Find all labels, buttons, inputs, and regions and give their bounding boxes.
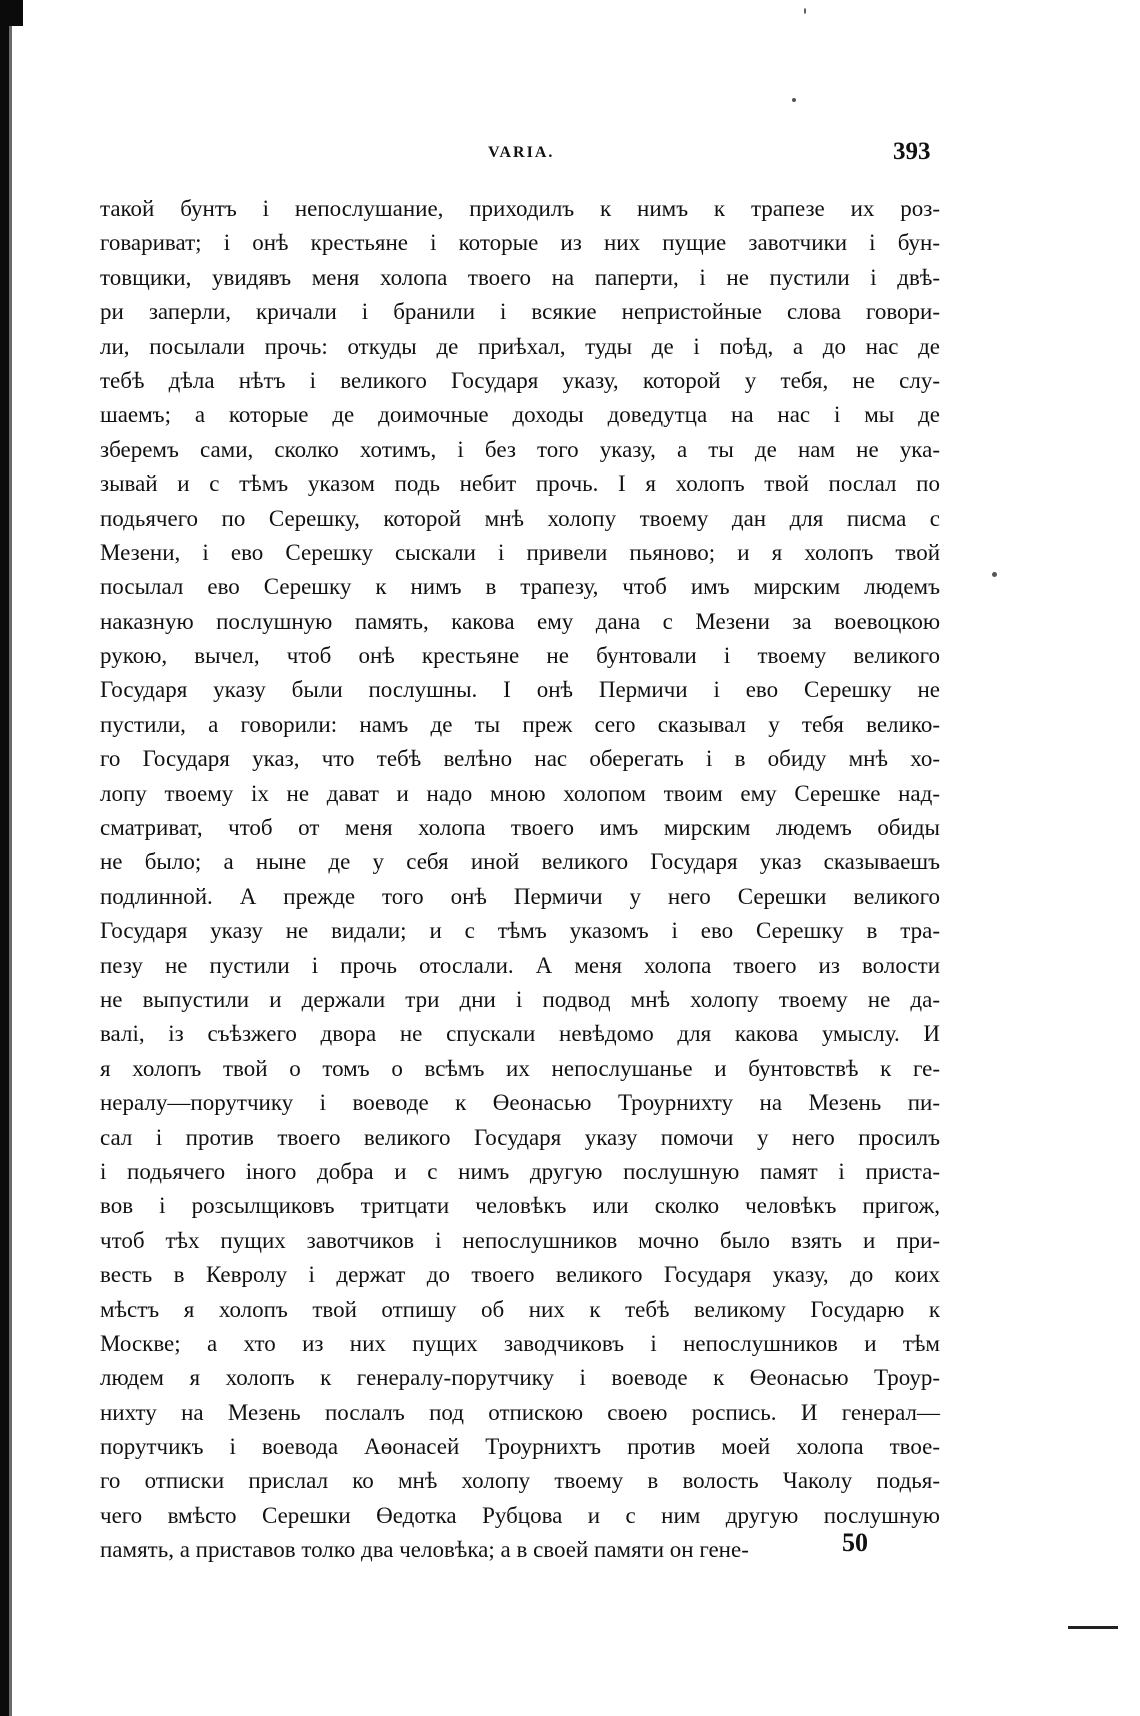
text-line: валі, із съѣзжего двора не спускали невѣдомо для какова умыслу. И — [100, 1021, 940, 1047]
running-title: VARIA. — [488, 144, 555, 161]
text-line: не выпустили и держали три дни і подвод мнѣ холопу твоему не да- — [100, 986, 940, 1012]
text-line: і подьячего іного добра и с нимъ другую послушную памят і приста- — [100, 1158, 940, 1184]
text-line: чего вмѣсто Серешки Өедотка Рубцова и с ним другую послушную — [100, 1502, 940, 1528]
text-line: порутчикъ і воевода Аөонасей Троурнихтъ против моей холопа твое- — [100, 1434, 940, 1460]
text-line: подьячего по Серешку, которой мнѣ холопу твоему дан для писма с — [100, 505, 940, 531]
text-line: подлинной. А прежде того онѣ Пермичи у него Серешки великого — [100, 883, 940, 909]
binding-edge-notch — [9, 0, 23, 26]
text-line: сал і против твоего великого Государя указу помочи у него просилъ — [100, 1124, 940, 1150]
text-line: пезу не пустили і прочь отослали. А меня холопа твоего из волости — [100, 952, 940, 978]
text-line: пустили, а говорили: намъ де ты преж сего сказывал у тебя велико- — [100, 711, 940, 737]
text-line: посылал ево Серешку к нимъ в трапезу, чтоб имъ мирским людемъ — [100, 574, 940, 600]
text-line: весть в Кевролу і держат до твоего великого Государя указу, до коих — [100, 1262, 940, 1288]
text-line: зберемъ сами, сколко хотимъ, і без того указу, а ты де нам не ука- — [100, 436, 940, 462]
binding-edge-shadow — [9, 26, 12, 1716]
text-line: ли, посылали прочь: откуды де приѣхал, туды де і поѣд, а до нас де — [100, 333, 940, 359]
margin-mark — [1068, 1626, 1118, 1629]
text-line: не было; а ныне де у себя иной великого Государя указ сказываешъ — [100, 849, 940, 875]
text-line: шаемъ; а которые де доимочные доходы доведутца на нас і мы де — [100, 402, 940, 428]
text-line: говариват; і онѣ крестьяне і которые из них пущие завотчики і бун- — [100, 230, 940, 256]
text-line: такой бунтъ і непослушание, приходилъ к нимъ к трапезе их роз- — [100, 196, 940, 221]
page-number: 393 — [893, 138, 931, 165]
text-line: сматриват, чтоб от меня холопа твоего имъ мирским людемъ обиды — [100, 815, 940, 841]
text-line: товщики, увидявъ меня холопа твоего на паперти, і не пустили і двѣ- — [100, 264, 940, 290]
text-line: лопу твоему іх не дават и надо мною холопом твоим ему Серешке над- — [100, 780, 940, 806]
text-line: ри заперли, кричали і бранили і всякие непристойные слова говори- — [100, 299, 940, 325]
scan-speck — [992, 572, 997, 577]
body-text — [100, 192, 940, 1568]
text-line: мѣстъ я холопъ твой отпишу об них к тебѣ великому Государю к — [100, 1296, 940, 1322]
binding-edge — [0, 0, 9, 1716]
text-line: рукою, вычел, чтоб онѣ крестьяне не бунтовали і твоему великого — [100, 643, 940, 669]
text-line: тебѣ дѣла нѣтъ і великого Государя указу, которой у тебя, не слу- — [100, 367, 940, 393]
text-line: нералу—порутчику і воеводе к Өеонасью Троурнихту на Мезень пи- — [100, 1090, 940, 1116]
signature-mark: 50 — [842, 1528, 868, 1557]
text-line: зывай и с тѣмъ указом подь небит прочь. І я холопъ твой послал по — [100, 471, 940, 497]
text-line: память, а приставов толко два человѣка; а в своей памяти он гене- — [100, 1537, 749, 1563]
text-line: го отписки прислал ко мнѣ холопу твоему в волость Чаколу подья- — [100, 1468, 940, 1494]
text-line: Государя указу были послушны. І онѣ Пермичи і ево Серешку не — [100, 677, 940, 703]
text-line: вов і розсылщиковъ тритцати человѣкъ или сколко человѣкъ пригож, — [100, 1193, 940, 1219]
text-line: Мезени, і ево Серешку сыскали і привели пьяново; и я холопъ твой — [100, 539, 940, 565]
text-line: го Государя указ, что тебѣ велѣно нас оберегать і в обиду мнѣ хо- — [100, 746, 940, 772]
scan-speck — [804, 8, 806, 14]
text-line: я холопъ твой о томъ о всѣмъ их непослушанье и бунтовствѣ к ге- — [100, 1055, 940, 1081]
text-line: наказную послушную память, какова ему дана с Мезени за воевоцкою — [100, 608, 940, 634]
text-line: Москве; а хто из них пущих заводчиковъ і непослушников и тѣм — [100, 1330, 940, 1356]
text-line: нихту на Мезень послалъ под отпискою своею роспись. И генерал— — [100, 1399, 940, 1425]
text-line: людем я холопъ к генералу-порутчику і воеводе к Өеонасью Троур- — [100, 1365, 940, 1391]
text-line: чтоб тѣх пущих завотчиков і непослушников мочно было взять и при- — [100, 1227, 940, 1253]
text-line: Государя указу не видали; и с тѣмъ указомъ і ево Серешку в тра- — [100, 918, 940, 944]
scan-speck — [792, 98, 796, 102]
